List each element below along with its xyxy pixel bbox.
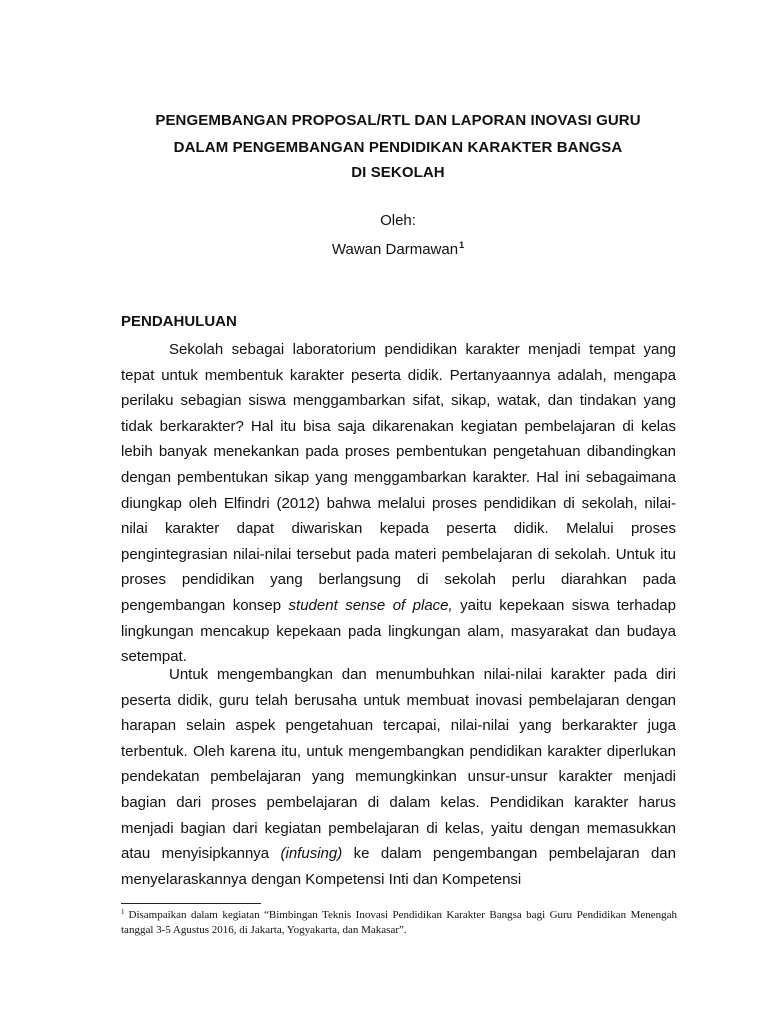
footnote-text: Disampaikan dalam kegiatan “Bimbingan Teknis Inovasi Pendidikan Karakter Bangsa bagi Guru Pendidikan Menengah tanggal 3-5 Agustus 2016, di Jakarta, Yogyakarta, dan Makasar”.: [121, 909, 677, 936]
paragraph-2-text: Untuk mengembangkan dan menumbuhkan nilai-nilai karakter pada diri peserta didik, guru telah berusaha untuk membuat inovasi pembelajaran dengan harapan selain aspek pengetahuan tercapai, nilai-nilai yang berkarakter juga terbentuk. Oleh karena itu, untuk mengembangkan pendidikan karakter diperlukan pendekatan pembelajaran yang memungkinkan unsur-unsur karakter menjadi bagian dari proses pembelajaran di dalam kelas. Pendidikan karakter harus menjadi bagian dari kegiatan pembelajaran di kelas, yaitu dengan memasukkan atau menyisipkannya: [121, 666, 676, 863]
paragraph-1-italic: student sense of place,: [288, 596, 453, 614]
author-name: Wawan Darmawan: [331, 241, 459, 258]
title-line-3: DI SEKOLAH: [351, 164, 445, 181]
author-line: [0, 240, 768, 258]
footnote-separator: [121, 903, 261, 904]
paragraph-1-text: Sekolah sebagai laboratorium pendidikan karakter menjadi tempat yang tepat untuk membentuk karakter peserta didik. Pertanyaannya adalah, mengapa perilaku sebagian siswa menggambarkan sifat, sikap, watak, dan tindakan yang tidak berkarakter? Hal itu bisa saja dikarenakan kegiatan pembelajaran di kelas lebih banyak menekankan pada proses pembentukan pengetahuan dibandingkan dengan pembentukan sikap yang menggambarkan karakter. Hal ini sebagaimana diungkap oleh Elfindri (2012) bahwa melalui proses pendidikan di sekolah, nilai-nilai karakter dapat diwariskan kepada peserta didik. Melalui proses pengintegrasian nilai-nilai tersebut pada materi pembelajaran di sekolah. Untuk itu proses pendidikan yang berlangsung di sekolah perlu diarahkan pada pengembangan konsep: [121, 341, 676, 614]
author-footnote-mark: 1: [459, 240, 465, 250]
title-line-2: DALAM PENGEMBANGAN PENDIDIKAN KARAKTER BANGSA: [173, 139, 623, 156]
section-heading: PENDAHULUAN: [121, 313, 237, 330]
title-line-1: PENGEMBANGAN PROPOSAL/RTL DAN LAPORAN INOVASI GURU: [155, 112, 641, 129]
footnote: [121, 905, 677, 938]
footnote-mark: 1: [121, 908, 125, 916]
paragraph-1-text-end: yaitu kepekaan siswa terhadap lingkungan mencakup kepekaan pada lingkungan alam, masyarakat dan budaya setempat.: [121, 596, 676, 666]
paragraph-1: [121, 337, 676, 670]
paragraph-2-text-end: ke dalam pengembangan pembelajaran dan menyelaraskannya dengan Kompetensi Inti dan Kompetensi: [121, 845, 676, 888]
paragraph-2-italic: (infusing): [280, 845, 343, 863]
paragraph-2: [121, 662, 676, 892]
byline-label: Oleh:: [380, 212, 416, 229]
